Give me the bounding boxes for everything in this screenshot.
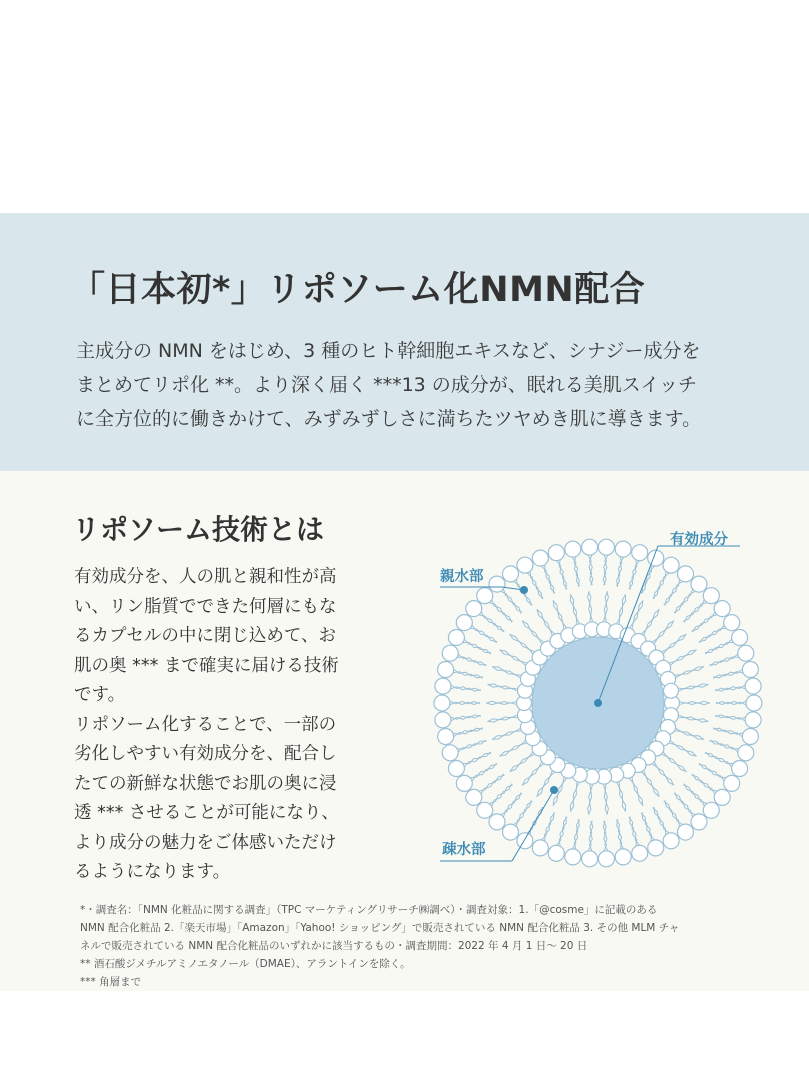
lipid-tail <box>542 566 555 593</box>
footnote-line: NMN 配合化粧品 2.「楽天市場」「Amazon」「Yahoo! ショッピング」で販売されている NMN 配合化粧品 3. その他 MLM チャ <box>80 922 680 934</box>
lipid-head <box>648 840 664 856</box>
footnote-line: *** 角層まで <box>80 976 142 988</box>
lipid-tail <box>470 764 497 777</box>
lipid-head <box>724 775 740 791</box>
lipid-head <box>548 545 564 561</box>
lipid-tail <box>510 634 535 651</box>
lipid-tail <box>570 595 579 624</box>
top-blank-area <box>0 0 809 213</box>
lipid-head <box>466 601 482 617</box>
lipid-tail <box>510 752 533 772</box>
lipid-tail <box>501 591 522 612</box>
lipid-tail <box>680 703 710 705</box>
lipid-tail <box>630 560 637 590</box>
lipid-head <box>615 849 631 865</box>
lipid-tail <box>670 743 697 756</box>
lipid-tail <box>479 775 504 791</box>
lipid-head <box>517 833 533 849</box>
lipid-head <box>746 695 762 711</box>
lipid-head <box>598 539 614 555</box>
lipid-tail <box>472 763 496 781</box>
lipid-tail <box>463 643 491 653</box>
lipid-head <box>448 630 464 646</box>
label-active-ingredient: 有効成分 <box>670 532 728 548</box>
lipid-tail <box>705 753 733 763</box>
footnote-line: ネルで販売されている NMN 配合化粧品のいずれかに該当するもの・調査期間：2022 年 4 月 1 日～ 20 日 <box>80 940 588 952</box>
lipid-tail <box>492 600 512 623</box>
lipid-tail <box>674 793 695 814</box>
footnote-line: *・調査名：「NMN 化粧品に関する調査」（TPC マーケティングリサーチ㈱調べ）・調査対象：1.「@cosme」に記載のある <box>80 904 658 916</box>
lipid-tail <box>489 785 513 804</box>
lipid-tail <box>617 783 626 812</box>
lipid-head <box>745 678 761 694</box>
lipid-head <box>732 630 748 646</box>
lipid-head <box>456 775 472 791</box>
description-line: るカプセルの中に閉じ込めて、お <box>74 626 336 646</box>
lipid-tail <box>559 560 566 590</box>
lipid-tail <box>641 566 654 593</box>
lipid-tail <box>692 775 717 791</box>
lipid-tail <box>492 728 520 739</box>
lipid-tail <box>713 670 742 679</box>
description-line: 劣化しやすい有効成分を、配合し <box>74 744 337 764</box>
lipid-tail <box>644 609 659 635</box>
dot-hydrophobic <box>550 786 558 794</box>
lipid-tail <box>675 793 693 817</box>
lipid-head <box>714 601 730 617</box>
lipid-head <box>632 545 648 561</box>
lipid-tail <box>545 565 554 594</box>
lipid-tail <box>632 600 643 628</box>
lipid-head <box>724 615 740 631</box>
lipid-tail <box>472 625 496 643</box>
lipid-tail <box>553 600 564 628</box>
lipid-head <box>732 761 748 777</box>
lipid-head <box>565 849 581 865</box>
lipid-tail <box>492 667 521 675</box>
lipid-head <box>548 845 564 861</box>
lipid-head <box>503 566 519 582</box>
lipid-tail <box>675 731 704 739</box>
lipid-tail <box>572 820 579 849</box>
lipid-tail <box>542 813 555 840</box>
lipid-head <box>663 557 679 573</box>
description-line: リポソーム化することで、一部の <box>74 714 337 735</box>
lipid-tail <box>617 595 626 624</box>
lipid-tail <box>457 657 486 665</box>
lipid-tail <box>683 603 707 622</box>
lipid-tail <box>671 741 697 757</box>
lipid-tail <box>653 621 674 642</box>
lipid-head <box>678 824 694 840</box>
lipid-head <box>615 541 631 557</box>
lipid-head <box>532 840 548 856</box>
lipid-tail <box>629 817 639 845</box>
lipid-tail <box>655 620 674 643</box>
lipid-head <box>738 645 754 661</box>
lipid-head <box>664 683 679 698</box>
lipid-tail <box>655 762 674 785</box>
lipid-tail <box>679 715 708 722</box>
lipid-head <box>438 729 454 745</box>
lipid-tail <box>675 589 693 613</box>
lipid-tail <box>499 743 526 756</box>
intro-line: に全方位的に働きかけて、みずみずしさに満ちたツヤめき肌に導きます。 <box>76 408 702 430</box>
description-line: たての新鮮な状態でお肌の奥に浸 <box>74 773 337 794</box>
lipid-tail <box>675 667 704 675</box>
lipid-tail <box>514 801 533 824</box>
footnotes <box>80 901 770 991</box>
lipid-tail <box>479 615 504 631</box>
lipid-tail <box>629 561 639 589</box>
liposome-description <box>74 563 394 888</box>
lipid-tail <box>676 666 704 677</box>
lipid-tail <box>641 813 654 840</box>
lipid-head <box>435 678 451 694</box>
intro-paragraph <box>76 334 756 436</box>
lipid-tail <box>705 639 731 654</box>
lipid-head <box>565 541 581 557</box>
lipid-head <box>517 557 533 573</box>
lipid-tail <box>458 740 486 752</box>
lipid-head <box>598 851 614 867</box>
lipid-tail <box>715 715 745 721</box>
lipid-head <box>663 833 679 849</box>
lipid-tail <box>522 621 543 642</box>
lipid-tail <box>454 670 483 679</box>
lipid-tail <box>464 752 490 767</box>
description-line: 有効成分を、人の肌と親和性が高 <box>74 567 337 587</box>
lipid-head <box>477 588 493 604</box>
lipid-tail <box>492 731 521 739</box>
lipid-tail <box>665 580 680 606</box>
description-line: るようになります。 <box>74 862 231 882</box>
lipid-tail <box>664 582 683 605</box>
lipid-head <box>503 824 519 840</box>
lipid-tail <box>715 685 745 691</box>
lipid-tail <box>642 609 660 633</box>
lipid-tail <box>510 754 535 771</box>
lipid-tail <box>713 728 742 737</box>
lipid-tail <box>522 762 541 785</box>
lipid-tail <box>500 650 526 666</box>
lipid-head <box>489 814 505 830</box>
lipid-head <box>714 789 730 805</box>
lipid-tail <box>537 609 552 635</box>
lipid-tail <box>492 666 520 677</box>
headline: 「日本初*」リポソーム化NMN配合 <box>70 270 646 310</box>
lipid-tail <box>488 715 517 722</box>
lipid-tail <box>486 701 516 703</box>
lipid-tail <box>545 812 554 841</box>
lipid-tail <box>470 628 497 641</box>
lipid-tail <box>557 561 567 589</box>
lipid-head <box>582 851 598 867</box>
lipid-tail <box>710 741 739 749</box>
dot-hydrophilic <box>520 586 528 594</box>
lipid-tail <box>654 807 666 835</box>
lipid-head <box>582 539 598 555</box>
lipid-tail <box>710 740 738 752</box>
lipid-tail <box>488 684 517 691</box>
lipid-tail <box>692 615 717 631</box>
lipid-head <box>434 695 450 711</box>
lipid-tail <box>654 571 666 599</box>
lipid-tail <box>504 793 522 817</box>
lipid-tail <box>632 778 643 806</box>
liposome-diagram <box>420 520 780 870</box>
lipid-head <box>691 576 707 592</box>
lipid-tail <box>522 620 541 643</box>
lipid-tail <box>642 565 651 594</box>
lipid-head <box>678 566 694 582</box>
lipid-tail <box>553 601 567 628</box>
lipid-head <box>742 662 758 678</box>
lipid-tail <box>522 764 543 785</box>
lipid-head <box>703 588 719 604</box>
lipid-tail <box>454 728 483 737</box>
lipid-tail <box>683 785 707 804</box>
lipid-tail <box>662 754 687 771</box>
label-hydrophobic: 疎水部 <box>442 842 486 858</box>
lipid-tail <box>684 784 704 807</box>
lipid-head <box>489 576 505 592</box>
lipid-tail <box>664 752 687 772</box>
lipid-head <box>442 745 458 761</box>
lipid-head <box>745 712 761 728</box>
lipid-tail <box>492 784 512 807</box>
lipid-tail <box>699 628 726 641</box>
lipid-tail <box>457 741 486 749</box>
lipid-tail <box>671 650 697 666</box>
lipid-tail <box>489 603 513 622</box>
lipid-tail <box>451 685 481 691</box>
lipid-tail <box>559 817 566 847</box>
lipid-head <box>477 802 493 818</box>
lipid-tail <box>463 753 491 763</box>
lipid-tail <box>501 793 522 814</box>
lipid-tail <box>700 625 724 643</box>
lipid-tail <box>642 812 651 841</box>
lipid-tail <box>700 763 724 781</box>
lipid-head <box>532 550 548 566</box>
lipid-tail <box>464 639 490 654</box>
lipid-head <box>466 789 482 805</box>
lipid-tail <box>710 657 739 665</box>
lipid-tail <box>557 817 567 845</box>
lipid-tail <box>662 634 687 651</box>
lipid-head <box>742 729 758 745</box>
lipid-head <box>438 662 454 678</box>
lipid-tail <box>664 634 687 654</box>
lipid-tail <box>676 728 704 739</box>
intro-line: まとめてリポ化 **。より深く届く ***13 の成分が、眠れる美肌スイッチ <box>76 374 698 396</box>
lipid-tail <box>616 820 623 849</box>
lipid-tail <box>630 779 644 806</box>
dot-active <box>594 699 602 707</box>
lipid-tail <box>499 650 526 663</box>
lipid-tail <box>644 771 659 797</box>
lipid-tail <box>710 654 738 666</box>
label-hydrophilic: 親水部 <box>440 569 484 585</box>
description-line: 肌の奥 *** まで確実に届ける技術 <box>74 655 339 676</box>
lipid-tail <box>699 764 726 777</box>
intro-line: 主成分の NMN をはじめ、3 種のヒト幹細胞エキスなど、シナジー成分を <box>76 340 701 362</box>
lipid-head <box>738 745 754 761</box>
lipid-tail <box>705 643 733 653</box>
description-line: です。 <box>74 685 126 705</box>
lipid-tail <box>642 772 660 796</box>
lipid-tail <box>674 591 695 612</box>
lipid-tail <box>504 589 522 613</box>
lipid-tail <box>516 800 531 826</box>
footnote-line: ** 酒石酸ジメチルアミノエタノール（DMAE）、アラントインを除く。 <box>80 958 411 970</box>
lipid-tail <box>537 771 552 797</box>
lipid-tail <box>679 684 708 691</box>
description-line: い、リン脂質でできた何層にもな <box>74 596 337 617</box>
lipid-tail <box>665 800 680 826</box>
lipid-tail <box>451 715 481 721</box>
lipid-tail <box>500 741 526 757</box>
lipid-tail <box>653 764 674 785</box>
lipid-tail <box>537 609 555 633</box>
lipid-tail <box>705 752 731 767</box>
description-line: 透 *** させることが可能になり、 <box>74 803 339 823</box>
section-title: リポソーム技術とは <box>72 513 325 546</box>
lipid-tail <box>670 650 697 663</box>
lipid-tail <box>664 801 683 824</box>
description-line: より成分の魅力をご体感いただけ <box>74 832 337 853</box>
lipid-head <box>632 845 648 861</box>
lipid-tail <box>684 600 704 623</box>
lipid-head <box>435 712 451 728</box>
lipid-head <box>448 761 464 777</box>
lipid-tail <box>572 557 579 586</box>
lipid-tail <box>570 783 579 812</box>
lipid-tail <box>616 557 623 586</box>
lipid-head <box>442 645 458 661</box>
lipid-tail <box>630 817 637 847</box>
lipid-tail <box>530 571 542 599</box>
lipid-tail <box>510 634 533 654</box>
lipid-head <box>456 615 472 631</box>
lipid-head <box>691 814 707 830</box>
bottom-blank-area <box>0 991 809 1080</box>
lipid-tail <box>458 654 486 666</box>
lipid-head <box>703 802 719 818</box>
